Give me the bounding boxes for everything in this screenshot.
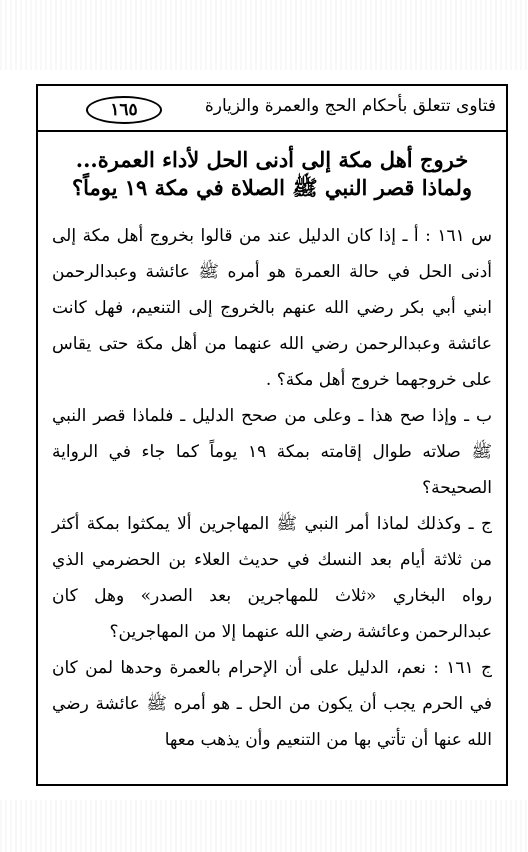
answer-paragraph: ج ١٦١ : نعم، الدليل على أن الإحرام بالعمرة وحدها لمن كان في الحرم يجب أن يكون من الحل ـ هو أمره ﷺ عائشة رضي الله عنها أن تأتي بها من التنعيم وأن يذهب معها: [52, 658, 492, 750]
chapter-title-line-2: ولماذا قصر النبي ﷺ الصلاة في مكة ١٩ يوماً؟: [71, 175, 473, 200]
body-text: [52, 218, 492, 758]
running-header: [36, 84, 508, 130]
chapter-title: [50, 146, 494, 202]
scan-noise-top: [0, 0, 528, 70]
question-part-b: ب ـ وإذا صح هذا ـ وعلى من صحح الدليل ـ فلماذا قصر النبي ﷺ صلاته طوال إقامته بمكة ١٩ يوماً كما جاء في الرواية الصحيحة؟: [52, 406, 492, 498]
page-number: ١٦٥: [86, 96, 162, 124]
chapter-title-line-1: خروج أهل مكة إلى أدنى الحل لأداء العمرة...: [75, 147, 469, 172]
scan-noise-bottom: [0, 800, 528, 852]
header-divider: [36, 130, 508, 132]
question-part-a: س ١٦١ : أ ـ إذا كان الدليل عند من قالوا بخروج أهل مكة إلى أدنى الحل في حالة العمرة هو أمره ﷺ عائشة وعبدالرحمن ابني أبي بكر رضي الله عنهم بالخروج إلى التنعيم، فهل كانت عائشة وعبدالرحمن رضي الله عنهما من أهل مكة حتى يقاس على خروجهما خروج أهل مكة؟ .: [52, 226, 492, 390]
question-part-c: ج ـ وكذلك لماذا أمر النبي ﷺ المهاجرين ألا يمكثوا بمكة أكثر من ثلاثة أيام بعد النسك في حديث العلاء بن الحضرمي الذي رواه البخاري «ثلاث للمهاجرين بعد الصدر» وهل كان عبدالرحمن وعائشة رضي الله عنهما إلا من المهاجرين؟: [52, 514, 492, 642]
header-title: فتاوى تتعلق بأحكام الحج والعمرة والزيارة: [204, 96, 496, 116]
